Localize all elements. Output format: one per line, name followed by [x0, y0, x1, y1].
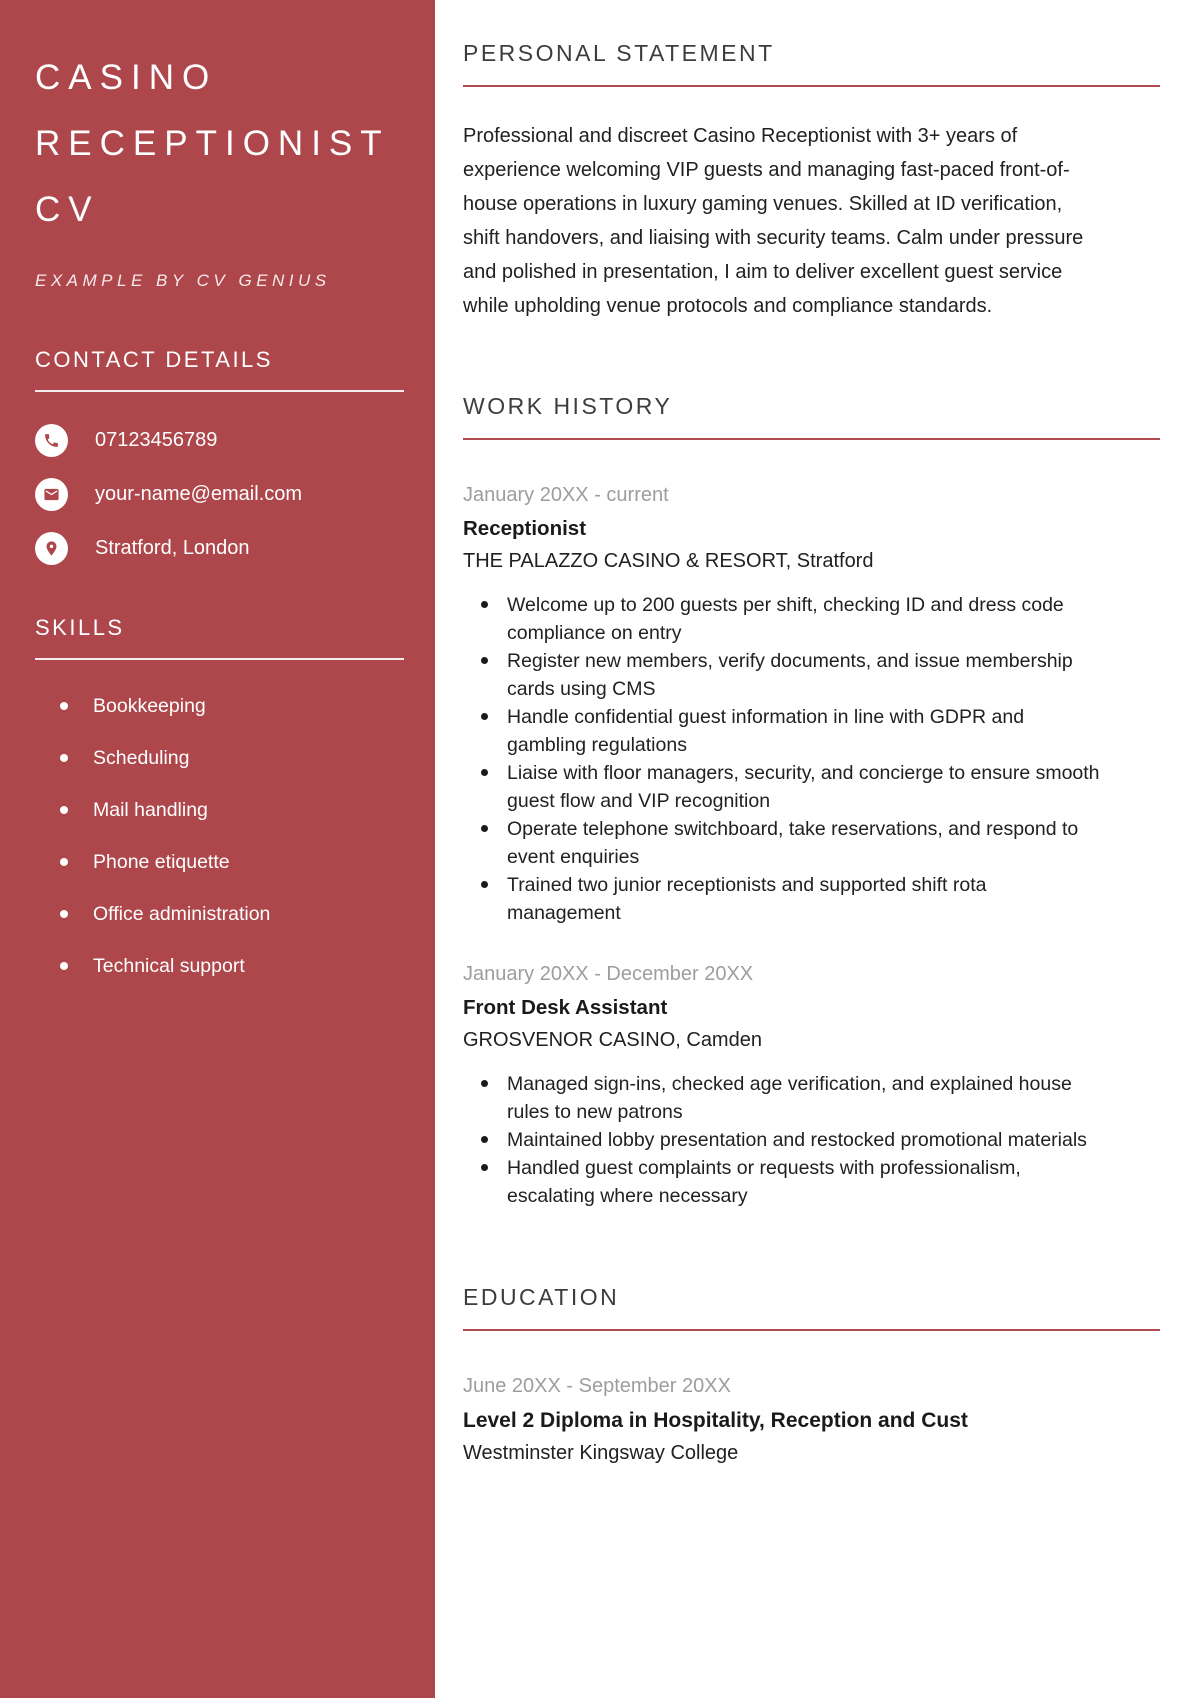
- location-value: Stratford, London: [95, 537, 250, 559]
- phone-icon: [35, 424, 68, 457]
- education-degree: Level 2 Diploma in Hospitality, Reception and Cust: [463, 1409, 968, 1432]
- work-history-rule: [463, 438, 1160, 440]
- job-dates: January 20XX - current: [463, 484, 669, 506]
- email-value: your-name@email.com: [95, 483, 303, 505]
- education-school: Westminster Kingsway College: [463, 1442, 739, 1464]
- skills-heading: SKILLS: [35, 615, 125, 640]
- job-company: THE PALAZZO CASINO & RESORT, Stratford: [463, 550, 874, 572]
- education-heading: EDUCATION: [463, 1284, 620, 1310]
- job-bullet: Managed sign-ins, checked age verification, and explained house rules to new patrons: [507, 1070, 1103, 1126]
- job-bullet: Maintained lobby presentation and restocked promotional materials: [507, 1126, 1103, 1154]
- cv-title-line-2: RECEPTIONIST: [35, 124, 390, 163]
- job-title: Front Desk Assistant: [463, 996, 668, 1019]
- education-entry: [463, 1375, 1160, 1465]
- job-company: GROSVENOR CASINO, Camden: [463, 1029, 762, 1051]
- section-education: [463, 1284, 1160, 1465]
- job-bullet: Trained two junior receptionists and supported shift rota management: [507, 871, 1103, 927]
- job-bullet: Liaise with floor managers, security, and concierge to ensure smooth guest flow and VIP recognition: [507, 759, 1103, 815]
- personal-statement-body: Professional and discreet Casino Receptionist with 3+ years of experience welcoming VIP guests and managing fast-paced front-of-house operations in luxury gaming venues. Skilled at ID verification, shift handovers, and liaising with security teams. Calm under pressure and polished in presentation, I aim to deliver excellent guest service while upholding venue protocols and compliance standards.: [463, 125, 1084, 317]
- education-rule: [463, 1329, 1160, 1331]
- job-dates: January 20XX - December 20XX: [463, 963, 754, 985]
- contact-item-phone: [35, 424, 404, 457]
- job-bullet: Operate telephone switchboard, take reservations, and respond to event enquiries: [507, 815, 1103, 871]
- job-entry-1: [463, 484, 1160, 927]
- phone-value: 07123456789: [95, 429, 218, 451]
- cv-title-line-3: CV: [35, 190, 100, 229]
- education-dates: June 20XX - September 20XX: [463, 1375, 731, 1397]
- job-bullet-list: [463, 1070, 1103, 1210]
- skill-item: Office administration: [93, 902, 404, 926]
- job-bullet: Handled guest complaints or requests with professionalism, escalating where necessary: [507, 1154, 1103, 1210]
- contact-heading-rule: [35, 390, 404, 392]
- job-bullet: Register new members, verify documents, and issue membership cards using CMS: [507, 647, 1103, 703]
- skill-item: Scheduling: [93, 746, 404, 770]
- contact-list: [35, 424, 404, 565]
- job-bullet-list: [463, 591, 1103, 927]
- contact-details-heading: CONTACT DETAILS: [35, 347, 273, 372]
- section-personal-statement: [463, 40, 1160, 323]
- skill-item: Technical support: [93, 954, 404, 978]
- skill-item: Phone etiquette: [93, 850, 404, 874]
- skill-item: Mail handling: [93, 798, 404, 822]
- job-entry-2: [463, 963, 1160, 1210]
- email-icon: [35, 478, 68, 511]
- contact-item-location: [35, 532, 404, 565]
- job-bullet: Handle confidential guest information in line with GDPR and gambling regulations: [507, 703, 1103, 759]
- location-icon: [35, 532, 68, 565]
- job-bullet: Welcome up to 200 guests per shift, checking ID and dress code compliance on entry: [507, 591, 1103, 647]
- cv-title-line-1: CASINO: [35, 58, 218, 97]
- skills-list: [35, 694, 404, 978]
- skill-item: Bookkeeping: [93, 694, 404, 718]
- personal-statement-rule: [463, 85, 1160, 87]
- skills-heading-rule: [35, 658, 404, 660]
- main-content: [435, 0, 1200, 1698]
- personal-statement-heading: PERSONAL STATEMENT: [463, 40, 775, 66]
- cv-subtitle: EXAMPLE BY CV GENIUS: [35, 271, 331, 290]
- sidebar: [0, 0, 435, 1698]
- job-title: Receptionist: [463, 517, 587, 540]
- work-history-heading: WORK HISTORY: [463, 393, 673, 419]
- cv-title: [35, 45, 404, 243]
- section-work-history: [463, 393, 1160, 1210]
- contact-item-email: [35, 478, 404, 511]
